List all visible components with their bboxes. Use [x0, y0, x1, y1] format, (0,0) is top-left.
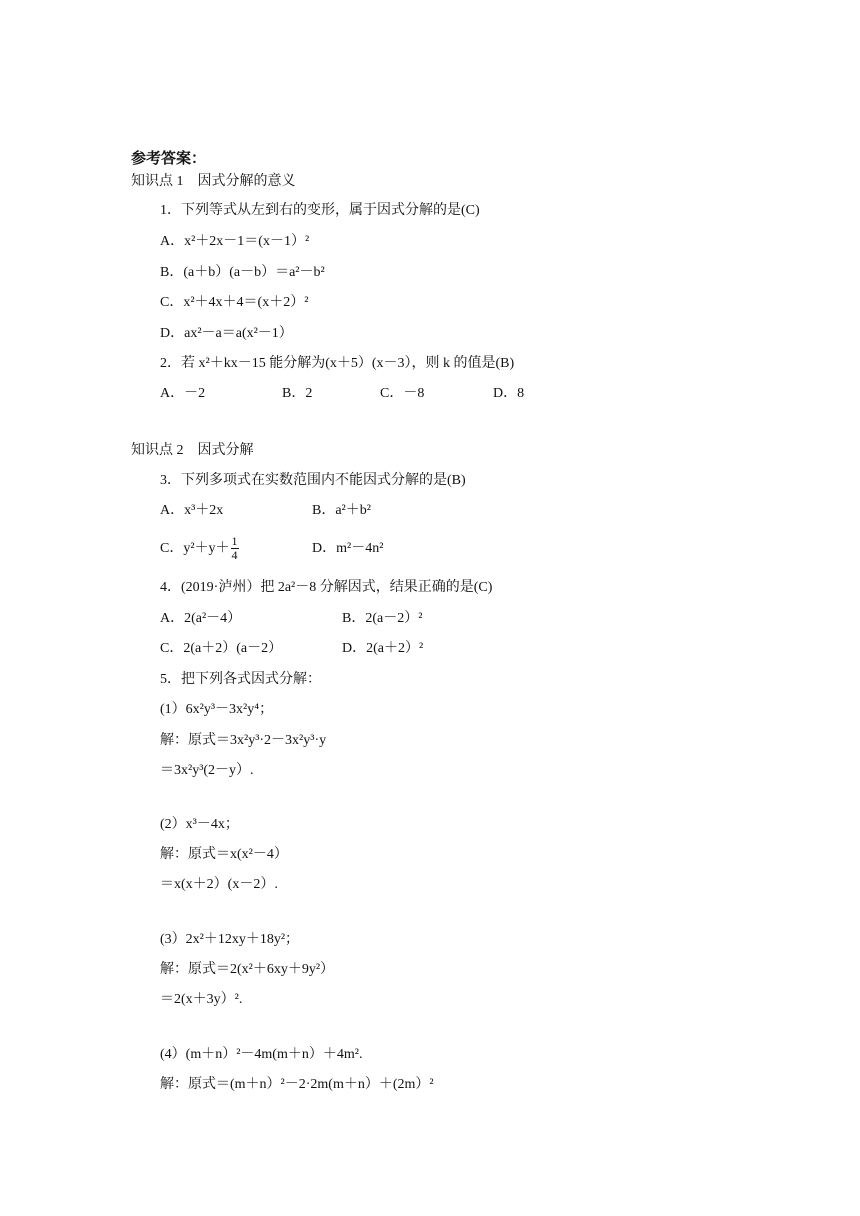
fraction-numerator: 1	[231, 534, 238, 549]
q5-part4-solution-line1: 解：原式＝(m＋n）²－2·2m(m＋n）＋(2m）²	[160, 1077, 434, 1092]
q1-stem: 1．下列等式从左到右的变形，属于因式分解的是(C)	[160, 203, 480, 218]
q1-option-a: A．x²＋2x－1＝(x－1）²	[160, 234, 310, 249]
fraction	[231, 535, 239, 562]
q2-stem: 2．若 x²＋kx－15 能分解为(x＋5）(x－3），则 k 的值是(B)	[160, 356, 515, 371]
section-1-title: 知识点 1 因式分解的意义	[131, 174, 296, 189]
q4-option-b: B．2(a－2）²	[342, 611, 423, 626]
q5-part3-problem: (3）2x²＋12xy＋18y²；	[160, 932, 300, 947]
q3-option-c-text: C．y²＋y＋	[160, 541, 230, 556]
q5-part2-solution-line2: ＝x(x＋2）(x－2）.	[160, 877, 278, 892]
q5-part2-solution-line1: 解：原式＝x(x²－4）	[160, 847, 288, 862]
q4-stem: 4．(2019·泸州）把 2a²－8 分解因式，结果正确的是(C)	[160, 580, 493, 595]
q4-option-c: C．2(a＋2）(a－2）	[160, 641, 283, 656]
q5-part3-solution-line1: 解：原式＝2(x²＋6xy＋9y²）	[160, 962, 335, 977]
q5-part4-problem: (4）(m＋n）²－4m(m＋n）＋4m².	[160, 1047, 363, 1062]
q5-part1-problem: (1）6x²y³－3x²y⁴；	[160, 702, 274, 717]
q4-option-a: A．2(a²－4）	[160, 611, 242, 626]
q3-option-b: B．a²＋b²	[312, 503, 371, 518]
section-2-title: 知识点 2 因式分解	[131, 443, 254, 458]
q5-stem: 5．把下列各式因式分解：	[160, 672, 321, 687]
q3-stem: 3．下列多项式在实数范围内不能因式分解的是(B)	[160, 473, 466, 488]
q2-option-c: C．－8	[380, 386, 425, 401]
fraction-denominator: 4	[231, 548, 238, 563]
q5-part1-solution-line1: 解：原式＝3x²y³·2－3x²y³·y	[160, 733, 327, 748]
q1-option-b: B．(a＋b）(a－b）＝a²－b²	[160, 265, 325, 280]
q2-option-b: B．2	[282, 386, 313, 401]
answer-title: 参考答案：	[131, 151, 207, 167]
q4-option-d: D．2(a＋2）²	[342, 641, 424, 656]
q5-part3-solution-line2: ＝2(x＋3y）².	[160, 992, 243, 1007]
q1-option-d: D．ax²－a＝a(x²－1）	[160, 326, 293, 341]
q3-option-a: A．x³＋2x	[160, 503, 224, 518]
q3-option-d: D．m²－4n²	[312, 541, 384, 556]
q5-part1-solution-line2: ＝3x²y³(2－y）.	[160, 763, 254, 778]
q5-part2-problem: (2）x³－4x；	[160, 817, 239, 832]
q2-option-a: A．－2	[160, 386, 206, 401]
q3-option-c	[160, 535, 239, 563]
q2-option-d: D．8	[493, 386, 525, 401]
q1-option-c: C．x²＋4x＋4＝(x＋2）²	[160, 295, 309, 310]
